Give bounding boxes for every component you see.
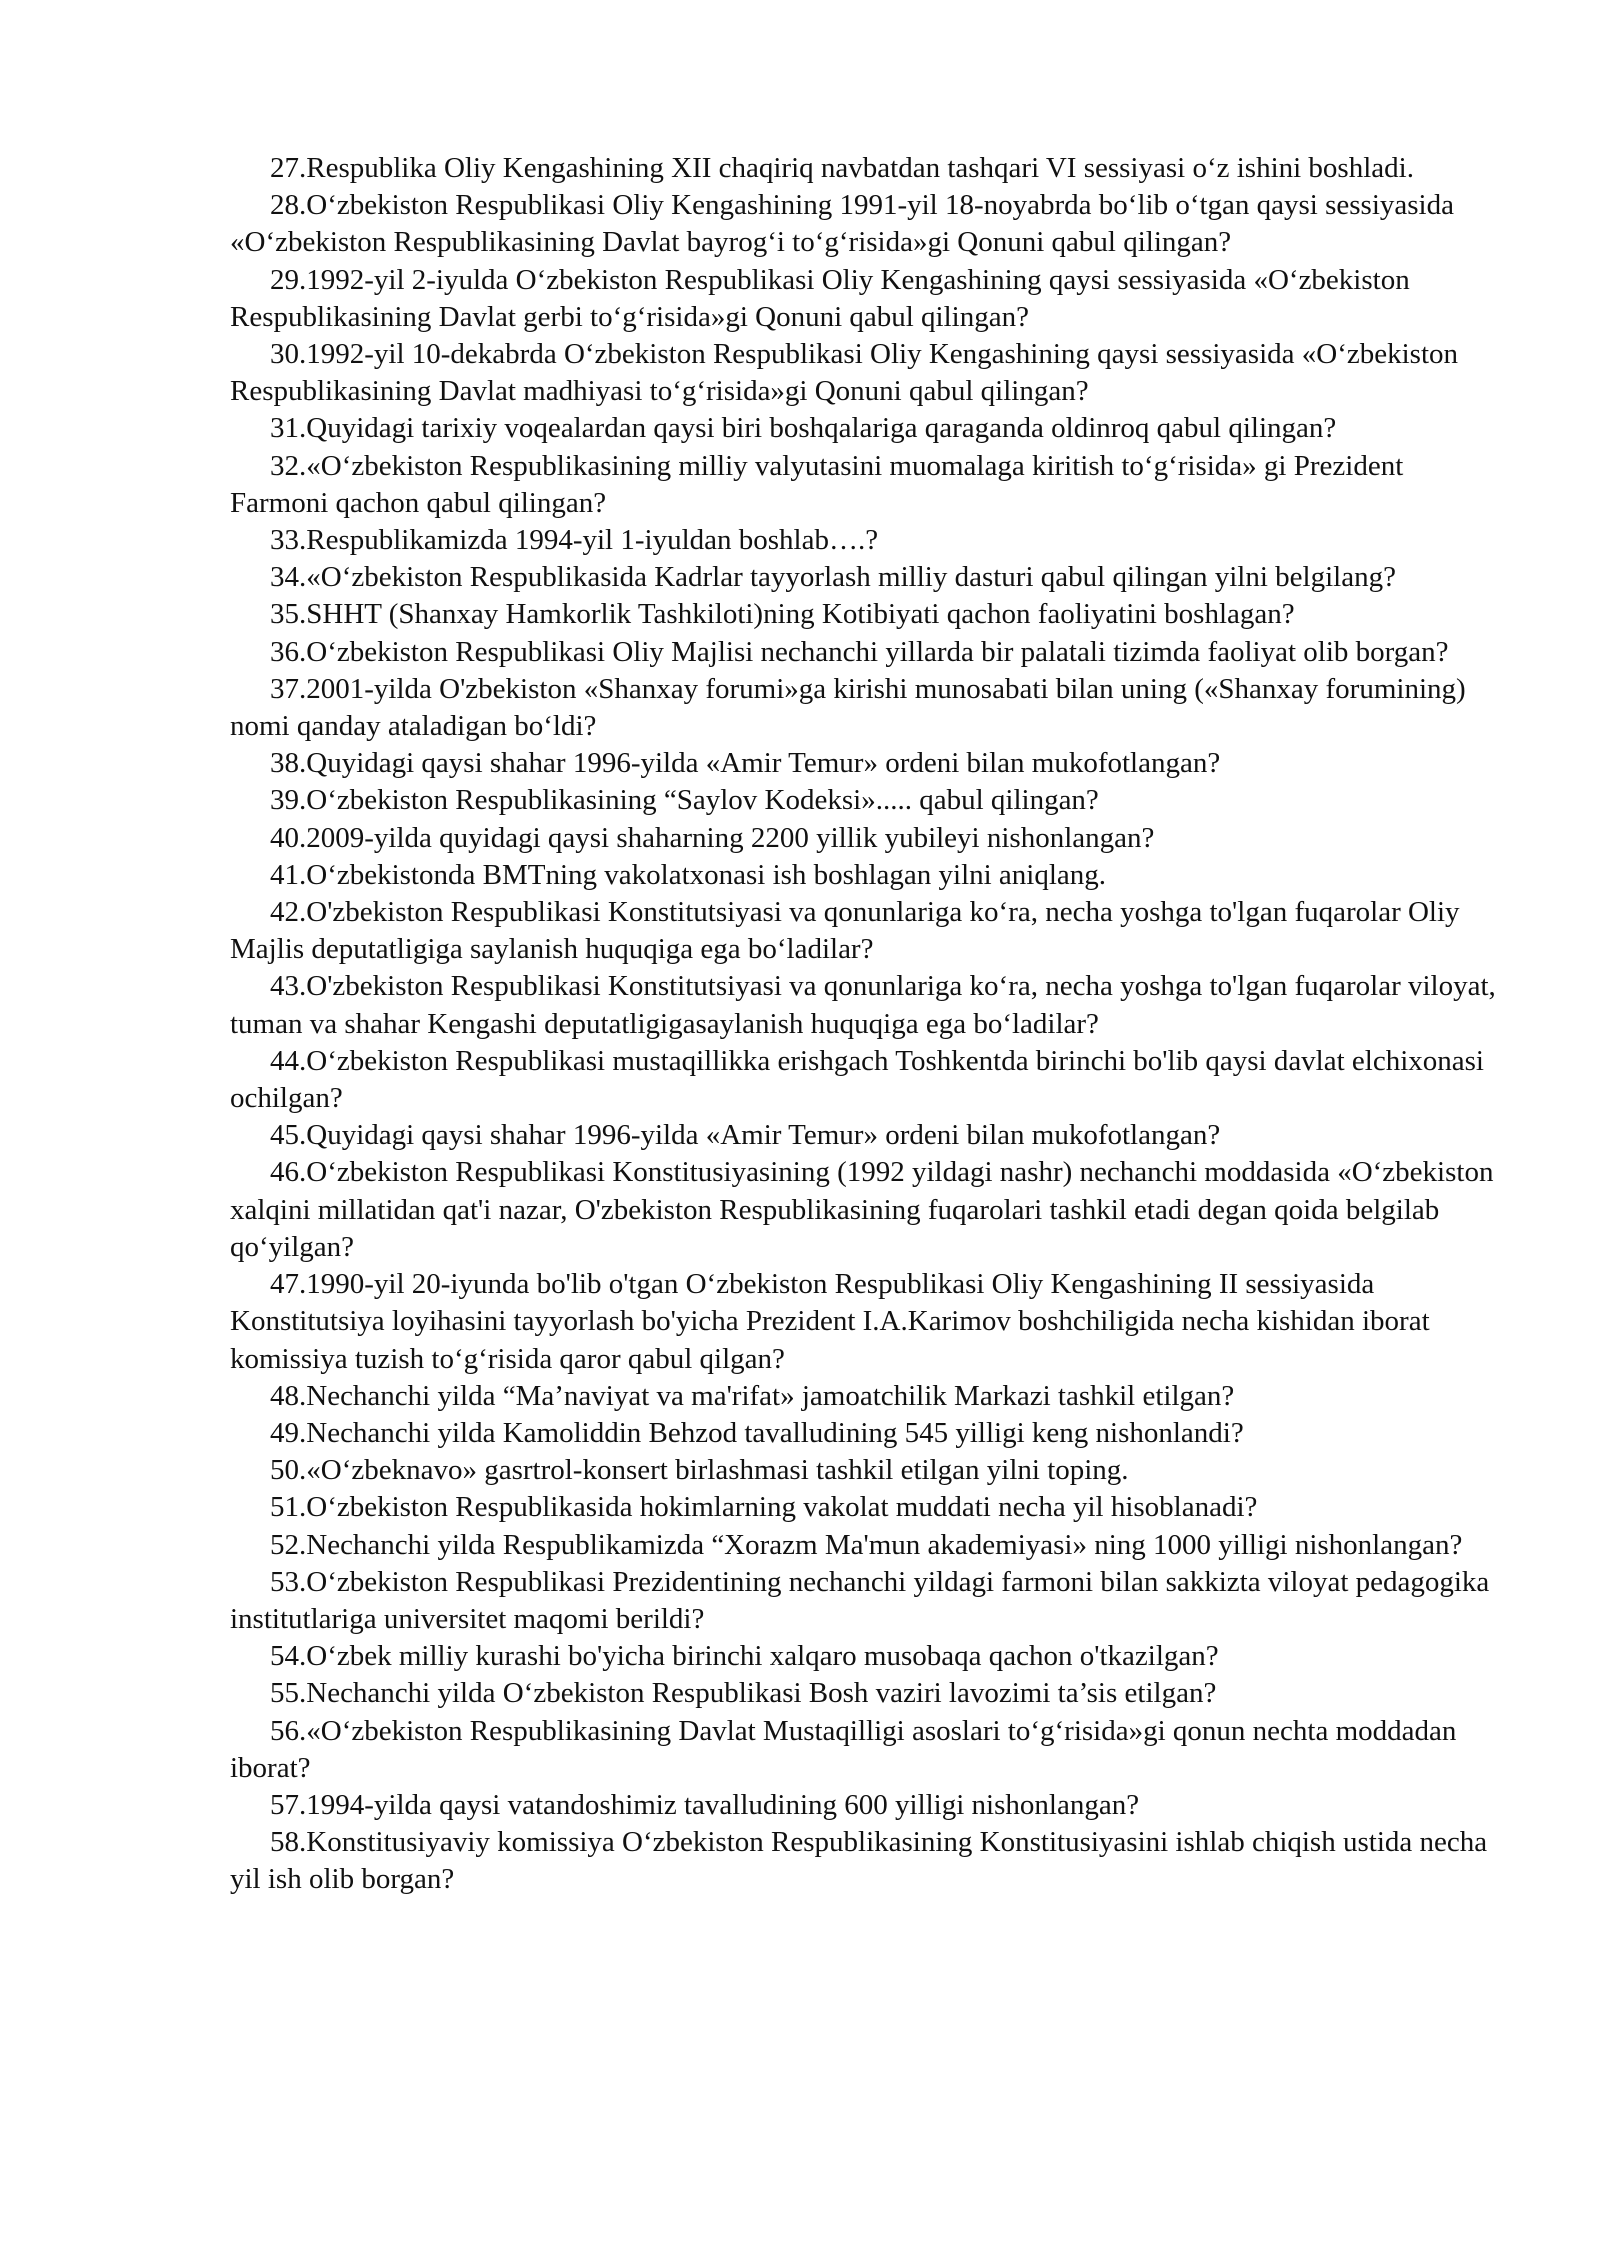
question-34: 34.«O‘zbekiston Respublikasida Kadrlar tayyorlash milliy dasturi qabul qilingan yilni belgilang? xyxy=(270,561,1396,594)
question-42: 42.O'zbekiston Respublikasi Konstitutsiyasi va qonunlariga ko‘ra, necha yoshga to'lgan fuqarolar Oliy Majlis deputatligiga saylanish huquqiga ega bo‘ladilar? xyxy=(230,896,1460,966)
question-41: 41.O‘zbekistonda BMTning vakolatxonasi ish boshlagan yilni aniqlang. xyxy=(270,858,1107,891)
question-56: 56.«O‘zbekiston Respublikasining Davlat Mustaqilligi asoslari to‘g‘risida»gi qonun nechta moddadan iborat? xyxy=(230,1714,1457,1784)
question-46: 46.O‘zbekiston Respublikasi Konstitusiyasining (1992 yildagi nashr) nechanchi moddasida «O‘zbekiston xalqini millatidan qat'i nazar, O'zbekiston Respublikasining fuqarolari tashkil etadi degan qoida belgilab qo‘yilgan? xyxy=(230,1156,1494,1263)
question-48: 48.Nechanchi yilda “Ma’naviyat va ma'rifat» jamoatchilik Markazi tashkil etilgan? xyxy=(270,1379,1235,1412)
question-31: 31.Quyidagi tarixiy voqealardan qaysi biri boshqalariga qaraganda oldinroq qabul qilingan? xyxy=(270,412,1337,445)
question-33: 33.Respublikamizda 1994-yil 1-iyuldan boshlab….? xyxy=(270,524,879,557)
question-55: 55.Nechanchi yilda O‘zbekiston Respublikasi Bosh vaziri lavozimi ta’sis etilgan? xyxy=(270,1677,1217,1710)
question-29: 29.1992-yil 2-iyulda O‘zbekiston Respublikasi Oliy Kengashining qaysi sessiyasida «O‘zbekiston Respublikasining Davlat gerbi to‘g‘risida»gi Qonuni qabul qilingan? xyxy=(230,263,1410,333)
question-43: 43.O'zbekiston Respublikasi Konstitutsiyasi va qonunlariga ko‘ra, necha yoshga to'lgan fuqarolar viloyat, tuman va shahar Kengashi deputatligigasaylanish huquqiga ega bo‘ladilar? xyxy=(230,970,1496,1040)
question-44: 44.O‘zbekiston Respublikasi mustaqillikka erishgach Toshkentda birinchi bo'lib qaysi davlat elchixonasi ochilgan? xyxy=(230,1044,1484,1115)
question-50: 50.«O‘zbeknavo» gasrtrol-konsert birlashmasi tashkil etilgan yilni toping. xyxy=(270,1454,1129,1487)
document-page xyxy=(230,150,1505,1899)
question-28: 28.O‘zbekiston Respublikasi Oliy Kengashining 1991-yil 18-noyabrda bo‘lib o‘tgan qaysi sessiyasida «O‘zbekiston Respublikasining Davlat bayrog‘i to‘g‘risida»gi Qonuni qabul qilingan? xyxy=(230,189,1454,259)
question-47: 47.1990-yil 20-iyunda bo'lib o'tgan O‘zbekiston Respublikasi Oliy Kengashining II sessiyasida Konstitutsiya loyihasini tayyorlash bo'yicha Prezident I.A.Karimov boshchiligida necha kishidan iborat komissiya tuzish to‘g‘risida qaror qabul qilgan? xyxy=(230,1268,1430,1375)
question-58: 58.Konstitusiyaviy komissiya O‘zbekiston Respublikasining Konstitusiyasini ishlab chiqish ustida necha yil ish olib borgan? xyxy=(230,1826,1488,1896)
question-37: 37.2001-yilda O'zbekiston «Shanxay forumi»ga kirishi munosabati bilan uning («Shanxay forumining) nomi qanday ataladigan bo‘ldi? xyxy=(230,672,1466,743)
question-52: 52.Nechanchi yilda Respublikamizda “Xorazm Ma'mun akademiyasi» ning 1000 yilligi nishonlangan? xyxy=(270,1528,1463,1561)
question-36: 36.O‘zbekiston Respublikasi Oliy Majlisi nechanchi yillarda bir palatali tizimda faoliyat olib borgan? xyxy=(270,635,1449,668)
question-51: 51.O‘zbekiston Respublikasida hokimlarning vakolat muddati necha yil hisoblanadi? xyxy=(270,1491,1258,1524)
question-49: 49.Nechanchi yilda Kamoliddin Behzod tavalludining 545 yilligi keng nishonlandi? xyxy=(270,1416,1244,1449)
question-45: 45.Quyidagi qaysi shahar 1996-yilda «Amir Temur» ordeni bilan mukofotlangan? xyxy=(270,1119,1221,1152)
question-32: 32.«O‘zbekiston Respublikasining milliy valyutasini muomalaga kiritish to‘g‘risida» gi Prezident Farmoni qachon qabul qilingan? xyxy=(230,449,1404,519)
question-35: 35.SHHT (Shanxay Hamkorlik Tashkiloti)ning Kotibiyati qachon faoliyatini boshlagan? xyxy=(270,598,1295,631)
question-27: 27.Respublika Oliy Kengashining XII chaqiriq navbatdan tashqari VI sessiyasi o‘z ishini boshladi. xyxy=(270,152,1414,184)
question-30: 30.1992-yil 10-dekabrda O‘zbekiston Respublikasi Oliy Kengashining qaysi sessiyasida «O‘zbekiston Respublikasining Davlat madhiyasi to‘g‘risida»gi Qonuni qabul qilingan? xyxy=(230,338,1458,408)
question-54: 54.O‘zbek milliy kurashi bo'yicha birinchi xalqaro musobaqa qachon o'tkazilgan? xyxy=(270,1640,1219,1673)
question-39: 39.O‘zbekiston Respublikasining “Saylov Kodeksi»..... qabul qilingan? xyxy=(270,784,1099,817)
question-40: 40.2009-yilda quyidagi qaysi shaharning 2200 yillik yubileyi nishonlangan? xyxy=(270,821,1155,854)
question-53: 53.O‘zbekiston Respublikasi Prezidentining nechanchi yildagi farmoni bilan sakkizta viloyat pedagogika institutlariga universitet maqomi berildi? xyxy=(230,1565,1490,1635)
question-57: 57.1994-yilda qaysi vatandoshimiz tavalludining 600 yilligi nishonlangan? xyxy=(270,1788,1140,1821)
question-38: 38.Quyidagi qaysi shahar 1996-yilda «Amir Temur» ordeni bilan mukofotlangan? xyxy=(270,747,1221,780)
